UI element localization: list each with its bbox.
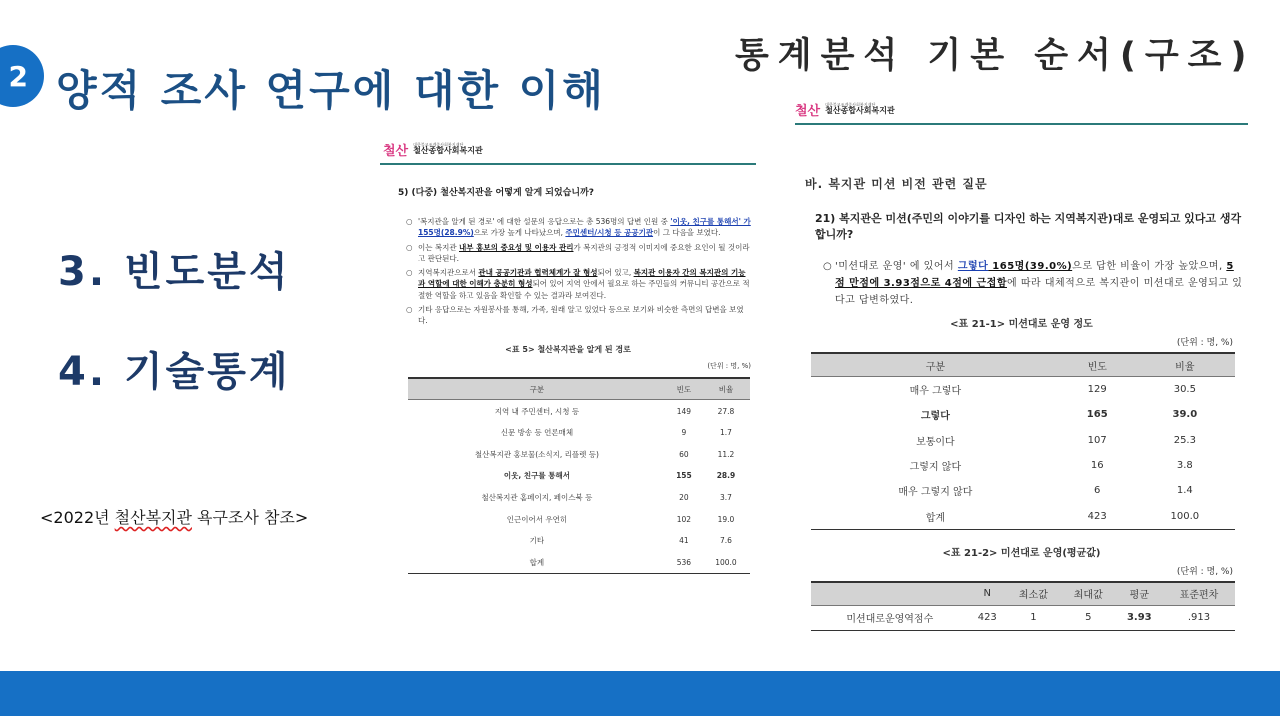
table-row: 그렇지 않다 16 3.8 — [909, 460, 1193, 474]
table-row: 미션대로운영역점수 423 1 5 3.93 .913 — [811, 605, 1235, 630]
column-header: 빈도 — [1060, 353, 1135, 377]
findings-list — [406, 216, 751, 326]
column-header — [811, 582, 969, 606]
table-row: 매우 그렇지 않다 6 1.4 — [898, 485, 1193, 499]
column-header: 최대값 — [1061, 582, 1116, 606]
finding-item: ○ 지역복지관으로서 관내 공공기관과 협력체계가 잘 형성되어 있고, 복지관 이용자 간의 복지관의 기능과 역할에 대한 이해가 충분히 형성되어 있어 지역 안에서 필요로 하는 주민들의 커뮤니티 공간으로 적절한 역할을 하고 있음을 확인할 수 있는 결과라 보여진다. — [406, 267, 751, 301]
column-header: 빈도 — [666, 378, 702, 400]
mission-operation-table — [811, 352, 1235, 530]
question-heading: 5) (다중) 철산복지관을 어떻게 알게 되었습니까? — [398, 188, 594, 198]
section-title: 통계분석 기본 순서(구조) — [735, 36, 1256, 76]
welfare-center-logo: 철산 대한불교조계종사회복지재단 철산종합사회복지관 — [383, 141, 483, 159]
reference-note: <2022년 철산복지관 욕구조사 참조> — [40, 508, 309, 527]
header-rule — [795, 123, 1248, 125]
column-header: 구분 — [811, 353, 1060, 377]
logo-mark-icon: 철산 — [383, 144, 409, 159]
findings-list — [823, 258, 1243, 309]
finding-item: ○ 이는 복지관 내부 홍보의 중요성 및 이용자 관리가 복지관의 긍정적 이미지에 중요한 요인이 될 것이라고 판단된다. — [406, 242, 751, 265]
section-number-badge — [0, 45, 44, 107]
table-row: 매우 그렇다 129 30.5 — [909, 384, 1196, 398]
survey-report-excerpt-q5 — [380, 140, 756, 610]
table-caption: <표 21-2> 미션대로 운영(평균값) — [942, 547, 1101, 559]
table-row: 인근이어서 우연히 102 19.0 — [506, 514, 735, 524]
finding-item: ○ 기타 응답으로는 자원봉사를 통해, 가족, 원래 알고 있었다 등으로 보기와 비슷한 측면의 답변을 보였다. — [406, 304, 751, 327]
table-row: 철산복지관 홍보물(소식지, 리플렛 등) 60 11.2 — [474, 449, 735, 459]
table-row: 신문 방송 등 언론매체 9 1.7 — [500, 428, 732, 438]
table-row-highlight: 이웃, 친구를 통해서 155 28.9 — [503, 471, 736, 481]
table-row-highlight: 그렇다 165 39.0 — [920, 409, 1198, 423]
column-header: 평균 — [1116, 582, 1163, 606]
slide-title: 양적 조사 연구에 대한 이해 — [56, 66, 606, 115]
table-unit: (단위 : 명, %) — [707, 362, 751, 371]
table-unit: (단위 : 명, %) — [1176, 338, 1233, 348]
column-header: 최소값 — [1006, 582, 1061, 606]
column-header: 구분 — [408, 378, 666, 400]
finding-item: ○ '미션대로 운영' 에 있어서 그렇다 165명(39.0%)으로 답한 비율이 가장 높았으며, 5점 만점에 3.93점으로 4점에 근접함에 따라 대체적으로 복지관이 미션대로 운영되고 있다고 답변하였다. — [823, 258, 1243, 309]
method-frequency-analysis: 3. 빈도분석 — [58, 249, 291, 295]
table-row: 철산복지관 홈페이지, 페이스북 등 20 3.7 — [481, 492, 732, 502]
column-header: 표준편차 — [1163, 582, 1235, 606]
table-row-total: 합계 423 100.0 — [811, 503, 1235, 529]
survey-report-excerpt-q21 — [795, 100, 1248, 626]
table-caption: <표 5> 철산복지관을 알게 된 경로 — [505, 345, 631, 355]
table-caption: <표 21-1> 미션대로 운영 정도 — [950, 319, 1093, 330]
column-header: N — [969, 582, 1006, 606]
question-heading: 21) 복지관은 미션(주민의 이야기를 디자인 하는 지역복지관)대로 운영되고 있다고 생각합니까? — [815, 212, 1242, 241]
badge-number: 2 — [8, 59, 28, 93]
logo-mark-icon: 철산 — [795, 104, 821, 119]
finding-item: ○ '복지관을 알게 된 경로' 에 대한 설문의 응답으로는 총 536명의 답변 인원 중 '이웃, 친구를 통해서' 가 155명(28.9%)으로 가장 높게 나타났으며, 주민센터/시청 등 공공기관이 그 다음을 보였다. — [406, 216, 751, 239]
spellcheck-underlined-word: 철산복지관 — [114, 508, 192, 527]
footer-bar — [0, 671, 1280, 716]
mission-average-table — [811, 581, 1235, 631]
column-header: 비율 — [702, 378, 750, 400]
awareness-path-table — [408, 377, 750, 574]
table-row-total: 합계 536 100.0 — [408, 551, 750, 573]
table-unit: (단위 : 명, %) — [1176, 566, 1233, 577]
header-rule — [380, 163, 756, 165]
table-row: 지역 내 주민센터, 시청 등 149 27.8 — [494, 406, 735, 416]
table-row: 기타 41 7.6 — [529, 536, 732, 546]
method-descriptive-statistics: 4. 기술통계 — [58, 349, 291, 395]
welfare-center-logo: 철산 대한불교조계종사회복지재단 철산종합사회복지관 — [795, 101, 895, 119]
subsection-heading: 바. 복지관 미션 비전 관련 질문 — [805, 177, 988, 191]
column-header: 비율 — [1135, 353, 1235, 377]
table-row: 보통이다 107 25.3 — [916, 434, 1196, 448]
